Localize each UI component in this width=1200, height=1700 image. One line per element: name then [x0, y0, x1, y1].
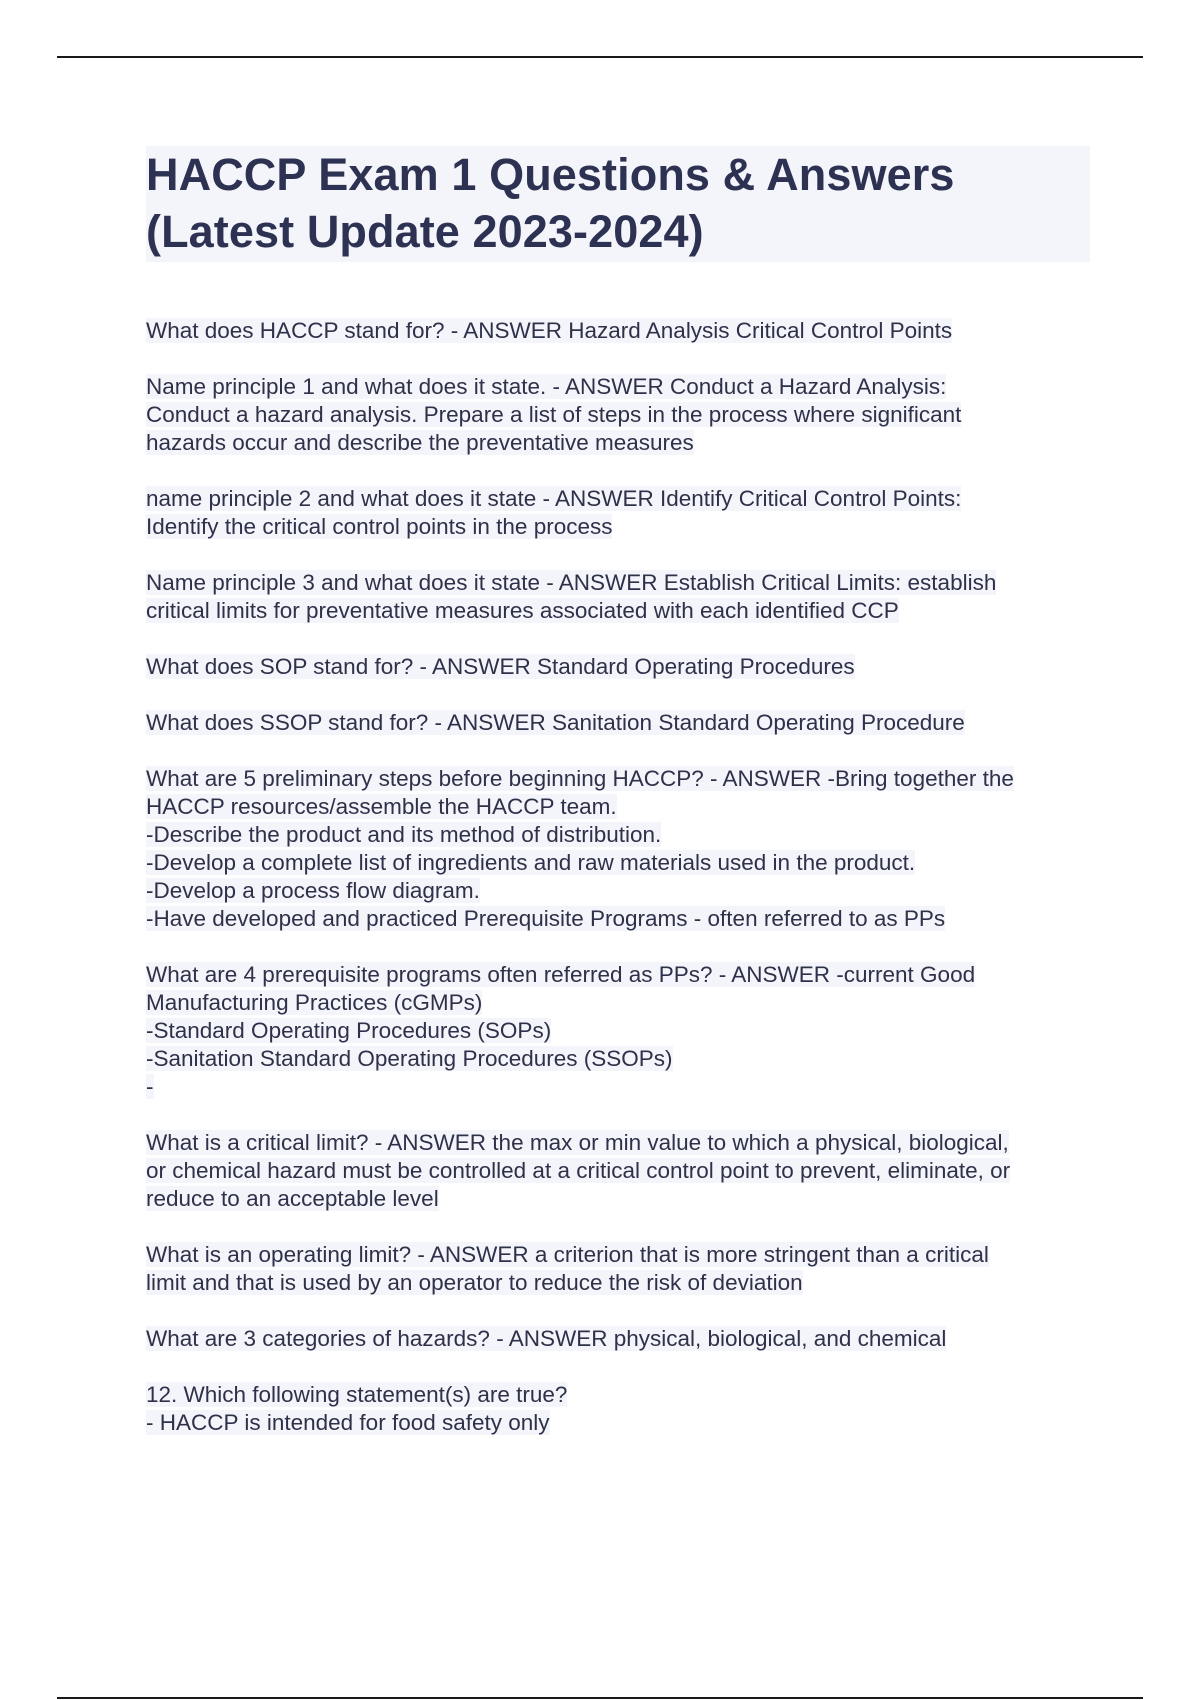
qa-line: Manufacturing Practices (cGMPs) — [146, 990, 483, 1015]
qa-item — [146, 961, 1090, 1101]
qa-item — [146, 1129, 1090, 1213]
qa-line: 12. Which following statement(s) are true? — [146, 1382, 568, 1407]
qa-line: -Describe the product and its method of distribution. — [146, 822, 662, 847]
qa-line: -Sanitation Standard Operating Procedures (SSOPs) — [146, 1046, 673, 1071]
page-title — [146, 146, 1090, 262]
qa-line: -Develop a complete list of ingredients and raw materials used in the product. — [146, 850, 916, 875]
title-line-2: (Latest Update 2023-2024) — [146, 206, 704, 257]
qa-line: hazards occur and describe the preventative measures — [146, 430, 694, 455]
qa-line: What does SSOP stand for? - ANSWER Sanitation Standard Operating Procedure — [146, 710, 965, 735]
qa-item — [146, 373, 1090, 457]
document-body — [146, 146, 1090, 1465]
qa-item — [146, 1325, 1090, 1353]
qa-line: -Standard Operating Procedures (SOPs) — [146, 1018, 552, 1043]
qa-line: -Develop a process flow diagram. — [146, 878, 480, 903]
qa-line: reduce to an acceptable level — [146, 1186, 439, 1211]
qa-line: What is an operating limit? - ANSWER a criterion that is more stringent than a critical — [146, 1242, 989, 1267]
qa-line: What are 4 prerequisite programs often referred as PPs? - ANSWER -current Good — [146, 962, 976, 987]
qa-line: HACCP resources/assemble the HACCP team. — [146, 794, 617, 819]
top-rule — [57, 56, 1143, 58]
qa-line: What are 3 categories of hazards? - ANSWER physical, biological, and chemical — [146, 1326, 947, 1351]
bottom-rule — [57, 1697, 1143, 1699]
qa-item — [146, 317, 1090, 345]
qa-line: What are 5 preliminary steps before beginning HACCP? - ANSWER -Bring together the — [146, 766, 1014, 791]
qa-item — [146, 569, 1090, 625]
qa-item — [146, 653, 1090, 681]
qa-line: -Have developed and practiced Prerequisite Programs - often referred to as PPs — [146, 906, 946, 931]
qa-line: name principle 2 and what does it state - ANSWER Identify Critical Control Points: — [146, 486, 962, 511]
qa-line: Name principle 3 and what does it state - ANSWER Establish Critical Limits: establish — [146, 570, 997, 595]
qa-line: What does HACCP stand for? - ANSWER Hazard Analysis Critical Control Points — [146, 318, 953, 343]
qa-line: Identify the critical control points in the process — [146, 514, 613, 539]
qa-line: What is a critical limit? - ANSWER the max or min value to which a physical, biological, — [146, 1130, 1009, 1155]
qa-item — [146, 1381, 1090, 1437]
qa-line: Name principle 1 and what does it state. - ANSWER Conduct a Hazard Analysis: — [146, 374, 947, 399]
qa-line: - HACCP is intended for food safety only — [146, 1410, 550, 1435]
qa-line: What does SOP stand for? - ANSWER Standard Operating Procedures — [146, 654, 855, 679]
qa-item — [146, 765, 1090, 933]
qa-item — [146, 709, 1090, 737]
qa-line: critical limits for preventative measures associated with each identified CCP — [146, 598, 899, 623]
title-line-1: HACCP Exam 1 Questions & Answers — [146, 149, 955, 200]
qa-line: or chemical hazard must be controlled at a critical control point to prevent, eliminate, or — [146, 1158, 1011, 1183]
qa-item — [146, 485, 1090, 541]
qa-item — [146, 1241, 1090, 1297]
qa-line: limit and that is used by an operator to reduce the risk of deviation — [146, 1270, 803, 1295]
qa-line: Conduct a hazard analysis. Prepare a list of steps in the process where significant — [146, 402, 962, 427]
qa-line: - — [146, 1074, 154, 1099]
